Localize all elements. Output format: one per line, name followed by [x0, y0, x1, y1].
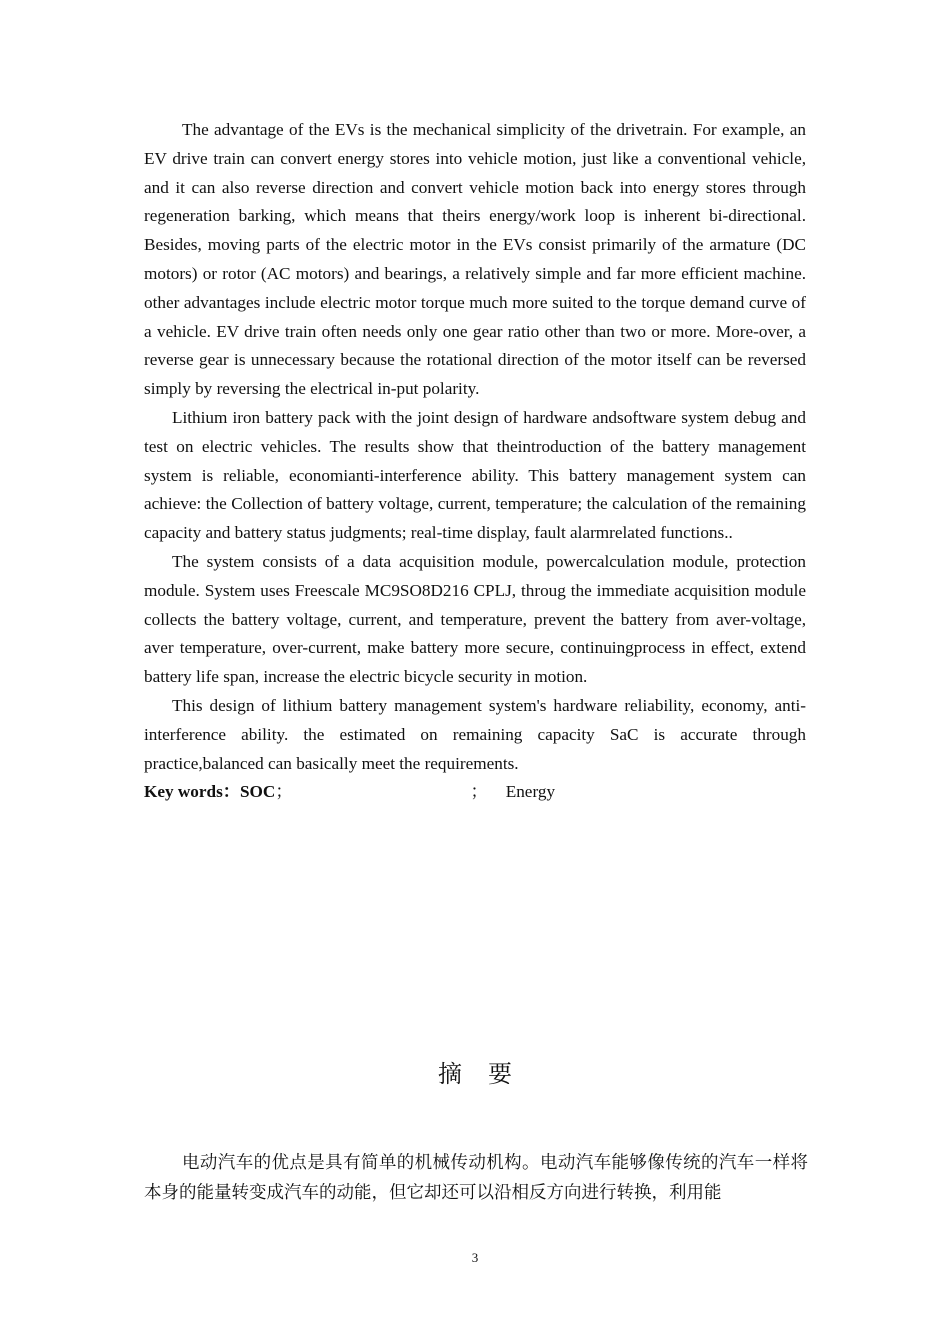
keyword-soc: SOC [239, 782, 276, 802]
keyword-energy: Energy [505, 782, 556, 802]
keyword-separator: ； [470, 782, 488, 802]
chinese-abstract-paragraph: 电动汽车的优点是具有简单的机械传动机构。电动汽车能够像传统的汽车一样将本身的能量转变成汽车的动能，但它却还可以沿相反方向进行转换，利用能 [144, 1153, 808, 1203]
keyword-separator: ； [275, 782, 293, 802]
english-abstract [144, 116, 806, 807]
abstract-paragraph-4: This design of lithium battery management system's hardware reliability, economy, anti-interference ability. the estimated on remaining capacity SaC is accurate through practice,balanced can basically meet the requirements. [144, 695, 806, 773]
keywords-label: Key words： [144, 782, 240, 802]
chinese-abstract-title: 摘要 [438, 1060, 538, 1088]
chinese-abstract [144, 1148, 808, 1208]
abstract-paragraph-1: The advantage of the EVs is the mechanical simplicity of the drivetrain. For example, an EV drive train can convert energy stores into vehicle motion, just like a conventional vehicle, and it can also reverse direction and convert vehicle motion back into energy stores through regeneration barking, which means that theirs energy/work loop is inherent bi-directional. Besides, moving parts of the electric motor in the EVs consist primarily of the armature (DC motors) or rotor (AC motors) and bearings, a relatively simple and far more efficient machine. other advantages include electric motor torque much more suited to the torque demand curve of a vehicle. EV drive train often needs only one gear ratio other than two or more. More-over, a reverse gear is unnecessary because the rotational direction of the motor itself can be reversed simply by reversing the electrical in-put polarity. [144, 120, 806, 399]
abstract-paragraph-2: Lithium iron battery pack with the joint design of hardware andsoftware system debug and test on electric vehicles. The results show that theintroduction of the battery management system is reliable, economianti-interference ability. This battery management system can achieve: the Collection of battery voltage, current, temperature; the calculation of the remaining capacity and battery status judgments; real-time display, fault alarmrelated functions.. [144, 407, 806, 543]
keywords-line [144, 778, 806, 807]
abstract-paragraph-3: The system consists of a data acquisition module, powercalculation module, protection module. System uses Freescale MC9SO8D216 CPLJ, throug the immediate acquisition module collects the battery voltage, current, and temperature, prevent the battery from aver-voltage, aver temperature, over-current, make battery more secure, continuingprocess in effect, extend battery life span, increase the electric bicycle security in motion. [144, 551, 806, 687]
page-number: 3 [471, 1250, 479, 1265]
